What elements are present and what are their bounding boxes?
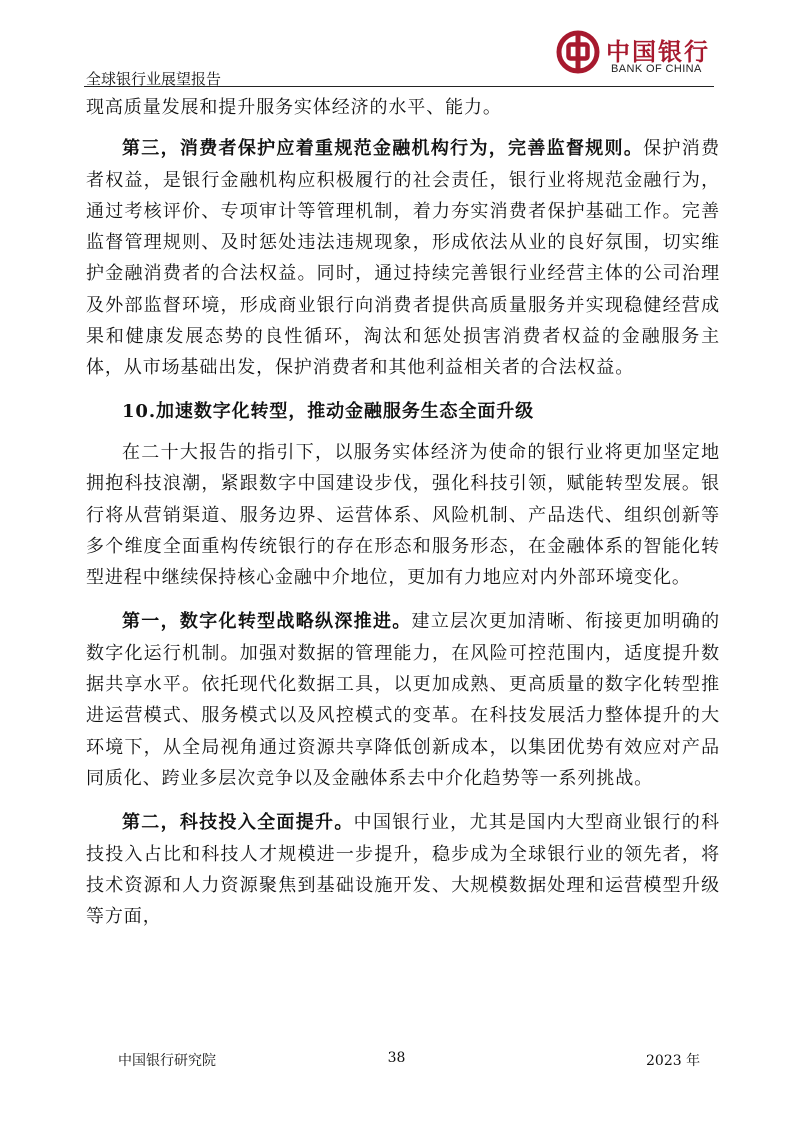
bank-of-china-emblem-icon — [556, 30, 600, 74]
paragraph-text: 建立层次更加清晰、衔接更加明确的数字化运行机制。加强对数据的管理能力，在风险可控范围内，适度提升数据共享水平。依托现代化数据工具，以更加成熟、更高质量的数字化转型推进运营模式、服务模式以及风控模式的变革。在科技发展活力整体提升的大环境下，从全局视角通过资源共享降低创新成本，以集团优势有效应对产品同质化、跨业多层次竞争以及金融体系去中介化趋势等一系列挑战。 — [86, 611, 720, 789]
paragraph-consumer-protection — [86, 133, 720, 383]
paragraph-lead: 第二，科技投入全面提升。 — [122, 812, 354, 834]
logo-chinese-text: 中国银行 — [606, 37, 710, 66]
paragraph-lead: 第一，数字化转型战略纵深推进。 — [122, 611, 412, 633]
page-number: 38 — [387, 1050, 406, 1066]
footer-year: 2023 年 — [646, 1053, 701, 1069]
paragraph-text: 保护消费者权益，是银行金融机构应积极履行的社会责任，银行业将规范金融行为，通过考核评价、专项审计等管理机制，着力夯实消费者保护基础工作。完善监督管理规则、及时惩处违法违规现象，形成依法从业的良好氛围，切实维护金融消费者的合法权益。同时，通过持续完善银行业经营主体的公司治理及外部监督环境，形成商业银行向消费者提供高质量服务并实现稳健经营成果和健康发展态势的良性循环，淘汰和惩处损害消费者权益的金融服务主体，从市场基础出发，保护消费者和其他利益相关者的合法权益。 — [86, 138, 720, 379]
main-content — [86, 92, 720, 932]
section-heading: 10.加速数字化转型，推动金融服务生态全面升级 — [122, 400, 535, 422]
logo-english-text: BANK OF CHINA — [611, 63, 702, 75]
footer-institution: 中国银行研究院 — [118, 1053, 216, 1069]
paragraph-continuation: 现高质量发展和提升服务实体经济的水平、能力。 — [86, 97, 502, 118]
header-divider — [84, 86, 714, 87]
paragraph-lead: 第三，消费者保护应着重规范金融机构行为，完善监督规则。 — [122, 138, 644, 160]
paragraph-digital-intro: 在二十大报告的指引下，以服务实体经济为使命的银行业将更加坚定地拥抱科技浪潮，紧跟数字中国建设步伐，强化科技引领，赋能转型发展。银行将从营销渠道、服务边界、运营体系、风险机制、产品迭代、组织创新等多个维度全面重构传统银行的存在形态和服务形态，在金融体系的智能化转型进程中继续保持核心金融中介地位，更加有力地应对内外部环境变化。 — [86, 441, 720, 589]
report-title: 全球银行业展望报告 — [86, 70, 222, 88]
paragraph-digital-strategy — [86, 606, 720, 794]
paragraph-tech-investment — [86, 807, 720, 932]
bank-logo — [556, 30, 714, 80]
paragraph-text: 中国银行业，尤其是国内大型商业银行的科技投入占比和科技人才规模进一步提升，稳步成为全球银行业的领先者，将技术资源和人力资源聚焦到基础设施开发、大规模数据处理和运营模型升级等方面， — [86, 812, 720, 928]
